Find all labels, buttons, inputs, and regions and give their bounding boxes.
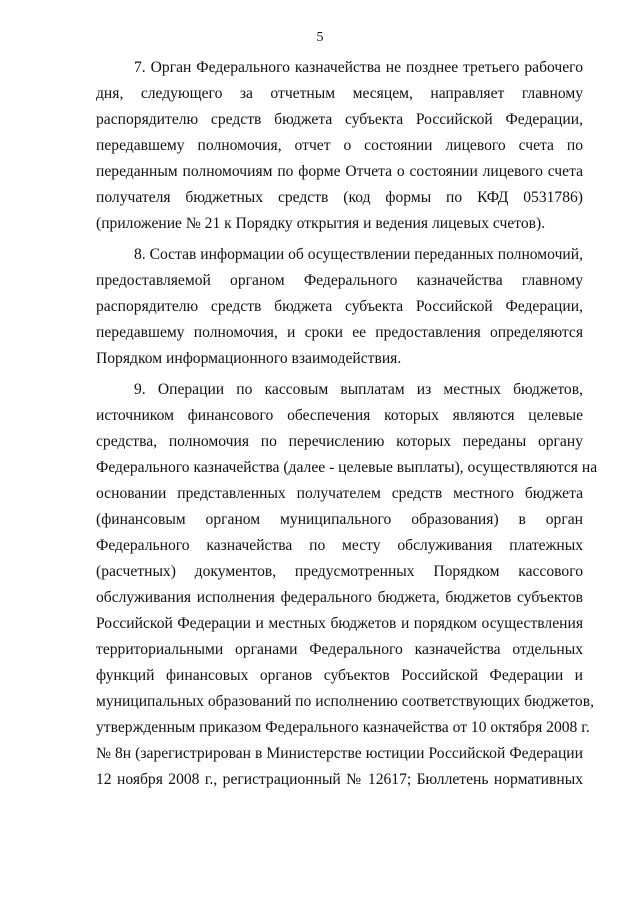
text-line: 7. Орган Федерального казначейства не позднее третьего рабочего: [134, 59, 583, 76]
text-line: функций финансовых органов субъектов Российской Федерации и: [96, 667, 583, 684]
text-line: получателя бюджетных средств (код формы по КФД 0531786): [96, 189, 583, 206]
paragraph-9: [96, 377, 598, 793]
text-line: муниципальных образований по исполнению соответствующих бюджетов,: [96, 693, 594, 710]
text-line: распорядителю средств бюджета субъекта Российской Федерации,: [96, 111, 583, 128]
text-line: передавшему полномочия, отчет о состоянии лицевого счета по: [96, 137, 583, 154]
text-line: № 8н (зарегистрирован в Министерстве юстиции Российской Федерации: [96, 745, 583, 762]
text-line: средства, полномочия по перечислению которых переданы органу: [96, 433, 583, 450]
text-line: распорядителю средств бюджета субъекта Российской Федерации,: [96, 298, 583, 315]
text-line: основании представленных получателем средств местного бюджета: [96, 485, 583, 502]
text-line: территориальными органами Федерального казначейства отдельных: [96, 641, 583, 658]
text-line: 8. Состав информации об осуществлении переданных полномочий,: [134, 246, 583, 263]
page-number: 5: [316, 30, 324, 45]
text-line: Порядком информационного взаимодействия.: [96, 350, 402, 367]
text-line: (финансовым органом муниципального образования) в орган: [96, 511, 583, 528]
text-line: передавшему полномочия, и сроки ее предоставления определяются: [96, 324, 583, 341]
text-line: источником финансового обеспечения которых являются целевые: [96, 407, 583, 424]
text-line: дня, следующего за отчетным месяцем, направляет главному: [96, 85, 583, 102]
text-line: (расчетных) документов, предусмотренных Порядком кассового: [96, 563, 583, 580]
text-line: предоставляемой органом Федерального казначейства главному: [96, 272, 583, 289]
text-line: утвержденным приказом Федерального казначейства от 10 октября 2008 г.: [96, 719, 590, 736]
text-line: (приложение № 21 к Порядку открытия и ведения лицевых счетов).: [96, 215, 546, 232]
text-line: Федерального казначейства (далее - целевые выплаты), осуществляются на: [96, 459, 598, 476]
text-line: обслуживания исполнения федерального бюджета, бюджетов субъектов: [96, 589, 583, 606]
paragraph-7: [96, 55, 583, 237]
text-line: Федерального казначейства по месту обслуживания платежных: [96, 537, 583, 554]
text-line: Российской Федерации и местных бюджетов и порядком осуществления: [96, 615, 583, 632]
text-line: 9. Операции по кассовым выплатам из местных бюджетов,: [134, 381, 583, 398]
text-line: 12 ноября 2008 г., регистрационный № 12617; Бюллетень нормативных: [96, 771, 583, 788]
text-line: переданным полномочиям по форме Отчета о состоянии лицевого счета: [96, 163, 583, 180]
paragraph-8: [96, 242, 583, 372]
document-body: [96, 55, 598, 798]
